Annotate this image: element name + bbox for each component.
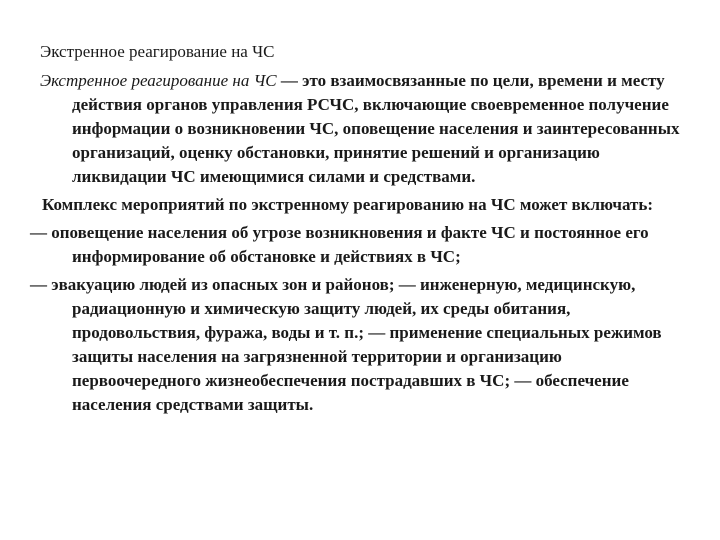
list-item: — эвакуацию людей из опасных зон и районов; — инженерную, медицинскую, радиационную и химическую защиту людей, их среды обитания, продовольствия, фуража, воды и т. п.; — применение специальных режимов защиты населения на загрязненной территории и организацию первоочередного жизнеобеспечения пострадавших в ЧС; — обеспечение населения средствами защиты. <box>30 275 662 414</box>
list-item: — оповещение населения об угрозе возникновения и факте ЧС и постоянное его информирование об обстановке и действиях в ЧС; <box>30 223 649 266</box>
slide-content <box>30 40 690 421</box>
complex-intro: Комплекс мероприятий по экстренному реагированию на ЧС может включать: <box>42 195 654 214</box>
definition-text: — это взаимосвязанные по цели, времени и месту действия органов управления РСЧС, включающие своевременное получение информации о возникновении ЧС, оповещение населения и заинтересованных организаций, оценку обстановки, принятие решений и организацию ликвидации ЧС имеющимися силами и средствами. <box>72 71 680 186</box>
definition-term: Экстренное реагирование на ЧС <box>40 71 277 90</box>
definition-paragraph <box>30 69 690 189</box>
slide-title: Экстренное реагирование на ЧС <box>40 42 275 61</box>
